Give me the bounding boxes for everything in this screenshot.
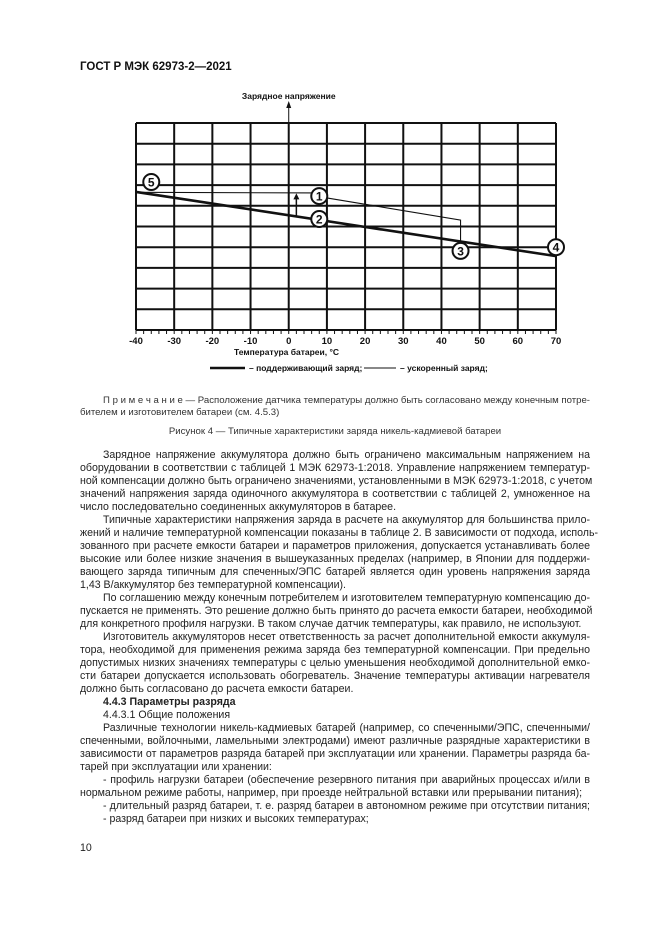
- text-line: Изготовитель аккумуляторов несет ответственность за расчет дополнительной емкости аккумуля-: [103, 631, 590, 643]
- marker-label: 2: [315, 212, 323, 227]
- charge-characteristics-chart: [0, 0, 661, 390]
- x-tick-label: 40: [436, 336, 447, 347]
- text-line: По соглашению между конечным потребителем и изготовителем температурную компенсацию до-: [103, 592, 590, 604]
- figure-note-line1: [80, 395, 590, 406]
- text-line: жений и наличие температурной компенсации показаны в таблице 2. В зависимости от подхода, исполь-: [80, 527, 598, 539]
- text-line: - профиль нагрузки батареи (обеспечение резервного питания при аварийных процессах и/или в: [103, 774, 590, 786]
- document-header: ГОСТ Р МЭК 62973-2—2021: [80, 61, 232, 73]
- page-number: 10: [80, 842, 92, 854]
- text-line: оборудовании в соответствии с таблицей 1 МЭК 62973-1:2018. Управление напряжением температур-: [80, 462, 590, 474]
- x-tick-label: 10: [321, 336, 333, 347]
- text-line: сти батареи допускается использовать обогреватель. Значение температуры активации нагревателя: [80, 670, 590, 682]
- text-line: число последовательно соединенных аккумуляторов в батарее.: [80, 501, 397, 513]
- note-text: — Расположение датчика температуры должно быть согласовано между конечным потре-: [182, 395, 590, 406]
- legend-label-boost: – ускоренный заряд;: [400, 363, 488, 373]
- x-tick-label: 60: [512, 336, 524, 347]
- text-line: зависимости от параметров разряда батарей при эксплуатации или хранении. Параметры разряда ба-: [80, 748, 590, 760]
- text-line: Типичные характеристики напряжения заряда в расчете на аккумулятор для большинства прило-: [103, 514, 590, 526]
- x-tick-label: -20: [205, 336, 220, 347]
- x-tick-label: 50: [474, 336, 485, 347]
- figure-caption: Рисунок 4 — Типичные характеристики заряда никель-кадмиевой батареи: [168, 426, 502, 437]
- x-tick-label: 70: [550, 336, 562, 347]
- legend-label-float: – поддерживающий заряд;: [249, 363, 363, 373]
- note-label: П р и м е ч а н и е: [103, 395, 183, 406]
- y-axis-arrow-icon: [286, 101, 291, 108]
- text-line: высокие или более низкие значения в вышеуказанных пределах (например, в Японии для поддержи-: [80, 553, 590, 565]
- marker-label: 4: [552, 240, 560, 255]
- text-line: должно быть согласовано до расчета емкости батареи.: [80, 683, 354, 695]
- figure-note-line2: бителем и изготовителем батареи (см. 4.5.3): [80, 407, 280, 418]
- text-line: зованного при расчете емкости батареи и параметров приложения, допускается устанавливать более: [80, 540, 590, 552]
- marker-label: 1: [315, 189, 323, 204]
- x-tick-label: 20: [359, 336, 371, 347]
- arrow-head-icon: [293, 193, 299, 199]
- text-line: - разряд батареи при низких и высоких температурах;: [103, 813, 369, 825]
- x-axis-title: Температура батареи, °C: [234, 347, 339, 357]
- x-tick-label: 30: [397, 336, 409, 347]
- text-line: тора, необходимой для применения режима заряда без температурной компенсации. При предельно: [80, 644, 590, 656]
- text-line: Различные технологии никель-кадмиевых батарей (например, со спеченными/ЭПС, спеченными/: [103, 722, 590, 734]
- text-line: вающего заряда типичным для спеченных/ЭПС батарей является один уровень напряжения заряда: [80, 566, 590, 578]
- marker-label: 3: [457, 244, 464, 259]
- text-line: тарей при эксплуатации или хранении:: [80, 761, 272, 773]
- text-line: - длительный разряд батареи, т. е. разряд батареи в автономном режиме при отсутствии питания;: [103, 800, 590, 812]
- text-line: пускается не применять. Это решение должно быть принято до расчета емкости батареи, необходимой: [80, 605, 593, 617]
- text-line: допустимых низких значениях температуры с целью уменьшения необходимой дополнительной емко-: [80, 657, 590, 669]
- text-line: для конкретного профиля нагрузки. В таком случае датчик температуры, как правило, не используют.: [80, 618, 582, 630]
- text-line: Зарядное напряжение аккумулятора должно быть ограничено максимальным напряжением на: [103, 449, 590, 461]
- text-line: ной компенсации должно быть ограничено значениями, установленными в МЭК 62973-1:2018, с учетом: [80, 475, 593, 487]
- text-line: значений напряжения заряда одиночного аккумулятора в соответствии с таблицей 2, умноженное на: [80, 488, 590, 500]
- text-line: нормальном режиме работы, например, при проезде нейтральной вставки или прерывании питания);: [80, 787, 583, 799]
- x-tick-label: -40: [129, 336, 143, 347]
- section-heading: 4.4.3 Параметры разряда: [103, 696, 236, 708]
- marker-label: 5: [147, 175, 155, 190]
- x-tick-label: -30: [167, 336, 182, 347]
- x-tick-label: 0: [286, 336, 292, 347]
- subsection-heading: 4.4.3.1 Общие положения: [103, 709, 231, 721]
- text-line: 1,43 В/аккумулятор без температурной компенсации).: [80, 579, 346, 591]
- text-line: спеченными, войлочными, ламельными электродами) имеют различные разрядные характеристики в: [80, 735, 590, 747]
- body-text: [80, 449, 598, 826]
- y-axis-title: Зарядное напряжение: [241, 91, 336, 101]
- x-tick-label: -10: [243, 336, 258, 347]
